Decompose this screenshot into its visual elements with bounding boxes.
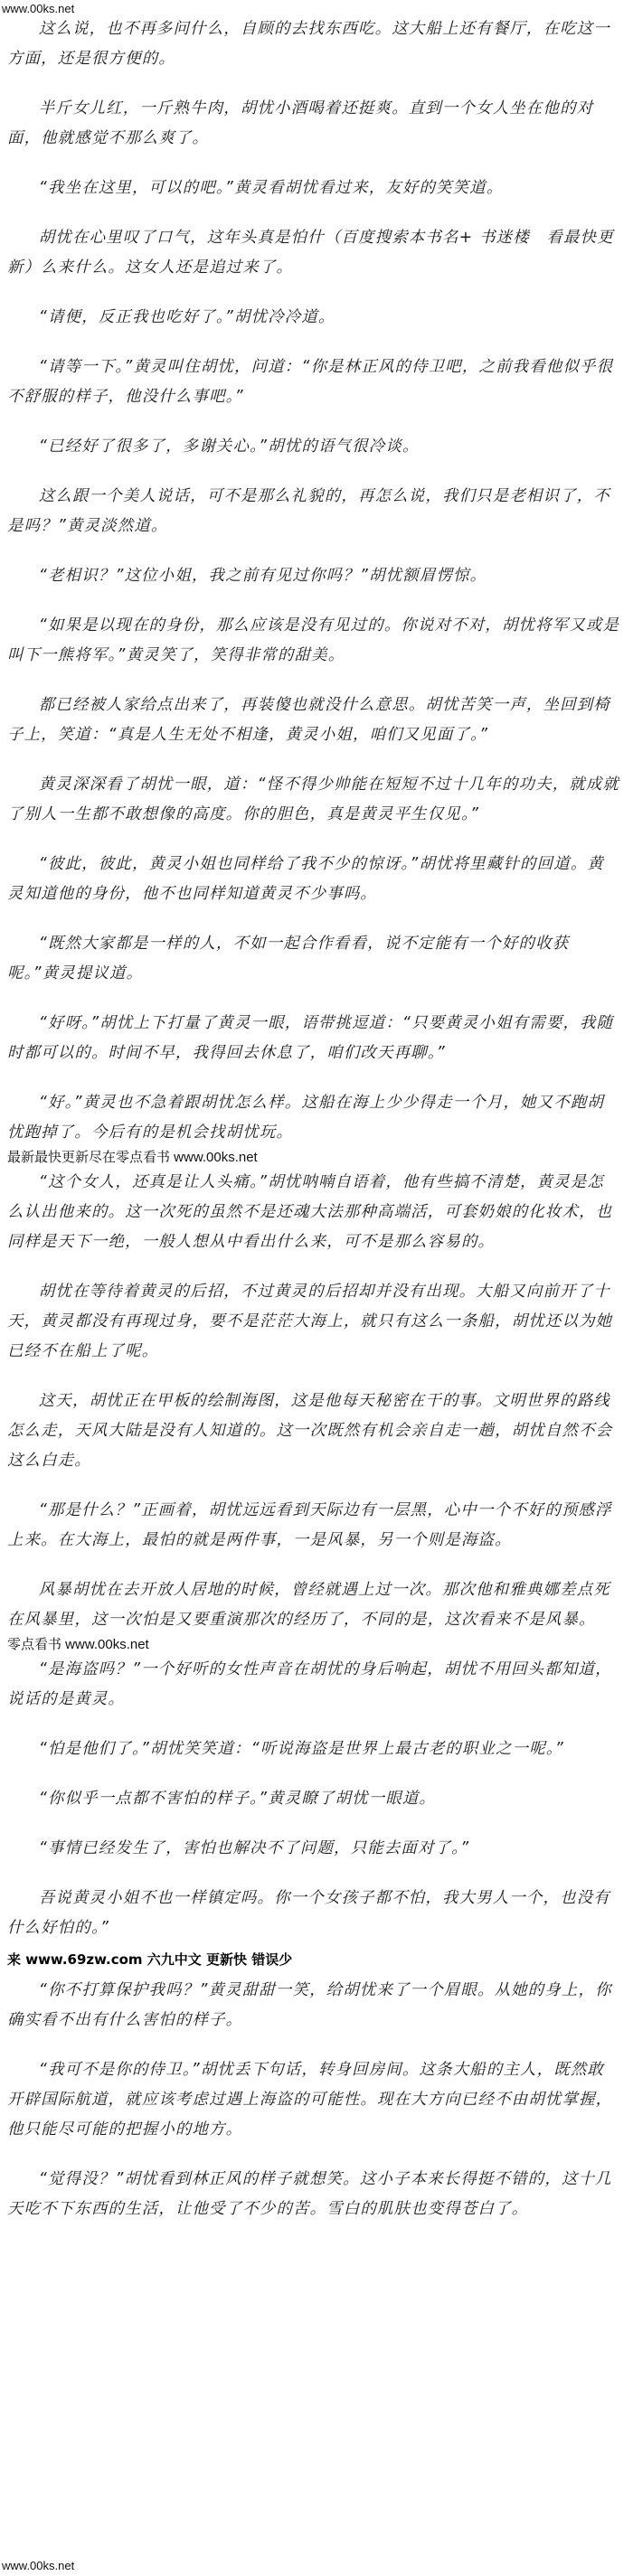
paragraph: 吾说黄灵小姐不也一样镇定吗。你一个女孩子都不怕，我大男人一个，也没有什么好怕的。” xyxy=(7,1889,610,1937)
paragraph: “怕是他们了。”胡忧笑笑道：“听说海盗是世界上最古老的职业之一呢。” xyxy=(38,1740,564,1758)
paragraph: “好呀。”胡忧上下打量了黄灵一眼，语带挑逗道：“只要黄灵小姐有需要，我随时都可以的。时间不早，我得回去休息了，咱们改天再聊。” xyxy=(7,1014,614,1062)
paragraph: “请等一下。”黄灵叫住胡忧，问道：“你是林正风的侍卫吧，之前我看他似乎很不舒服的样子，他没什么事吧。” xyxy=(7,358,614,406)
paragraph: “是海盗吗？”一个好听的女性声音在胡忧的身后响起，胡忧不用回头都知道，说话的是黄灵。 xyxy=(7,1660,612,1708)
paragraph: “那是什么？”正画着，胡忧远远看到天际边有一层黑，心中一个不好的预感浮上来。在大海上，最怕的就是两件事，一是风暴，另一个则是海盗。 xyxy=(7,1501,612,1549)
paragraph: 都已经被人家给点出来了，再装傻也就没什么意思。胡忧苦笑一声，坐回到椅子上，笑道：“真是人生无处不相逢，黄灵小姐，咱们又见面了。” xyxy=(7,696,610,744)
paragraph: “事情已经发生了，害怕也解决不了问题，只能去面对了。” xyxy=(38,1839,470,1857)
site-stamp: 最新最快更新尽在零点看书 www.00ks.net xyxy=(7,1150,258,1165)
paragraph: 这天，胡忧正在甲板的绘制海图，这是他每天秘密在干的事。文明世界的路线怎么走，天风大陆是没有人知道的。这一次既然有机会亲自走一趟，胡忧自然不会这么白走。 xyxy=(7,1392,613,1470)
paragraph: “你似乎一点都不害怕的样子。”黄灵瞭了胡忧一眼道。 xyxy=(38,1790,437,1808)
paragraph: “如果是以现在的身份，那么应该是没有见过的。你说对不对，胡忧将军又或是叫下一熊将军。”黄灵笑了，笑得非常的甜美。 xyxy=(7,616,620,664)
watermark-top: www.00ks.net xyxy=(2,2,75,15)
paragraph: “老相识？”这位小姐，我之前有见过你吗？”胡忧额眉愣惊。 xyxy=(38,567,487,585)
ad-stamp: 来 www.69zw.com 六九中文 更新快 错误少 xyxy=(7,1951,293,1968)
paragraph: “你不打算保护我吗？”黄灵甜甜一笑，给胡忧来了一个眉眼。从她的身上，你确实看不出有什么害怕的样子。 xyxy=(7,1981,612,2029)
paragraph: “彼此，彼此，黄灵小姐也同样给了我不少的惊讶。”胡忧将里藏针的回道。黄灵知道他的身份，他不也同样知道黄灵不少事吗。 xyxy=(7,855,605,903)
site-stamp: 零点看书 www.00ks.net xyxy=(7,1637,149,1652)
paragraph: 半斤女儿红，一斤熟牛肉，胡忧小酒喝着还挺爽。直到一个女人坐在他的对面，他就感觉不那么爽了。 xyxy=(7,99,594,147)
paragraph: 风暴胡忧在去开放人居地的时候，曾经就遇上过一次。那次他和雅典娜差点死在风暴里，这一次怕是又要重演那次的经历了，不同的是，这次看来不是风暴。 xyxy=(7,1581,610,1629)
paragraph: “我坐在这里，可以的吧。”黄灵看胡忧看过来，友好的笑笑道。 xyxy=(38,179,504,197)
paragraph: 胡忧在心里叹了口气，这年头真是怕什（百度搜索本书名+ 书迷楼 看最快更新）么来什么。这女人还是追过来了。 xyxy=(7,229,614,277)
chapter-text xyxy=(0,14,633,2224)
watermark-bottom: www.00ks.net xyxy=(2,2559,75,2572)
paragraph: “好。”黄灵也不急着跟胡忧怎么样。这船在海上少少得走一个月，她又不跑胡忧跑掉了。今后有的是机会找胡忧玩。 xyxy=(7,1094,605,1142)
paragraph: 胡忧在等待着黄灵的后招，不过黄灵的后招却并没有出现。大船又向前开了十天，黄灵都没有再现过身，要不是茫茫大海上，就只有这么一条船，胡忧还以为她已经不在船上了呢。 xyxy=(7,1283,613,1360)
paragraph: “既然大家都是一样的人，不如一起合作看看，说不定能有一个好的收获呢。”黄灵提议道。 xyxy=(7,935,570,982)
paragraph: “我可不是你的侍卫。”胡忧丢下句话，转身回房间。这条大船的主人，既然敢开辟国际航道，就应该考虑过遇上海盗的可能性。现在大方向已经不由胡忧掌握，他只能尽可能的把握小的地方。 xyxy=(7,2061,613,2139)
paragraph: “已经好了很多了，多谢关心。”胡忧的语气很冷谈。 xyxy=(38,437,420,456)
paragraph: “觉得没？”胡忧看到林正风的样子就想笑。这小子本来长得挺不错的，这十几天吃不下东西的生活，让他受了不少的苦。雪白的肌肤也变得苍白了。 xyxy=(7,2170,612,2218)
paragraph: 黄灵深深看了胡忧一眼，道：“怪不得少帅能在短短不过十几年的功夫，就成就了别人一生都不敢想像的高度。你的胆色，真是黄灵平生仅见。” xyxy=(7,776,620,823)
paragraph: “请便，反正我也吃好了。”胡忧冷冷道。 xyxy=(38,308,335,326)
paragraph: “这个女人，还真是让人头痛。”胡忧呐喃自语着，他有些搞不清楚，黄灵是怎么认出他来的。这一次死的虽然不是还魂大法那种高端活，可套奶娘的化妆术，也同样是天下一绝，一般人想从中看出什么来，可不是那么容易的。 xyxy=(7,1173,613,1251)
paragraph: 这么说，也不再多问什么，自顾的去找东西吃。这大船上还有餐厅，在吃这一方面，还是很方便的。 xyxy=(7,20,610,68)
paragraph: 这么跟一个美人说话，可不是那么礼貌的，再怎么说，我们只是老相识了，不是吗？”黄灵淡然道。 xyxy=(7,487,610,535)
